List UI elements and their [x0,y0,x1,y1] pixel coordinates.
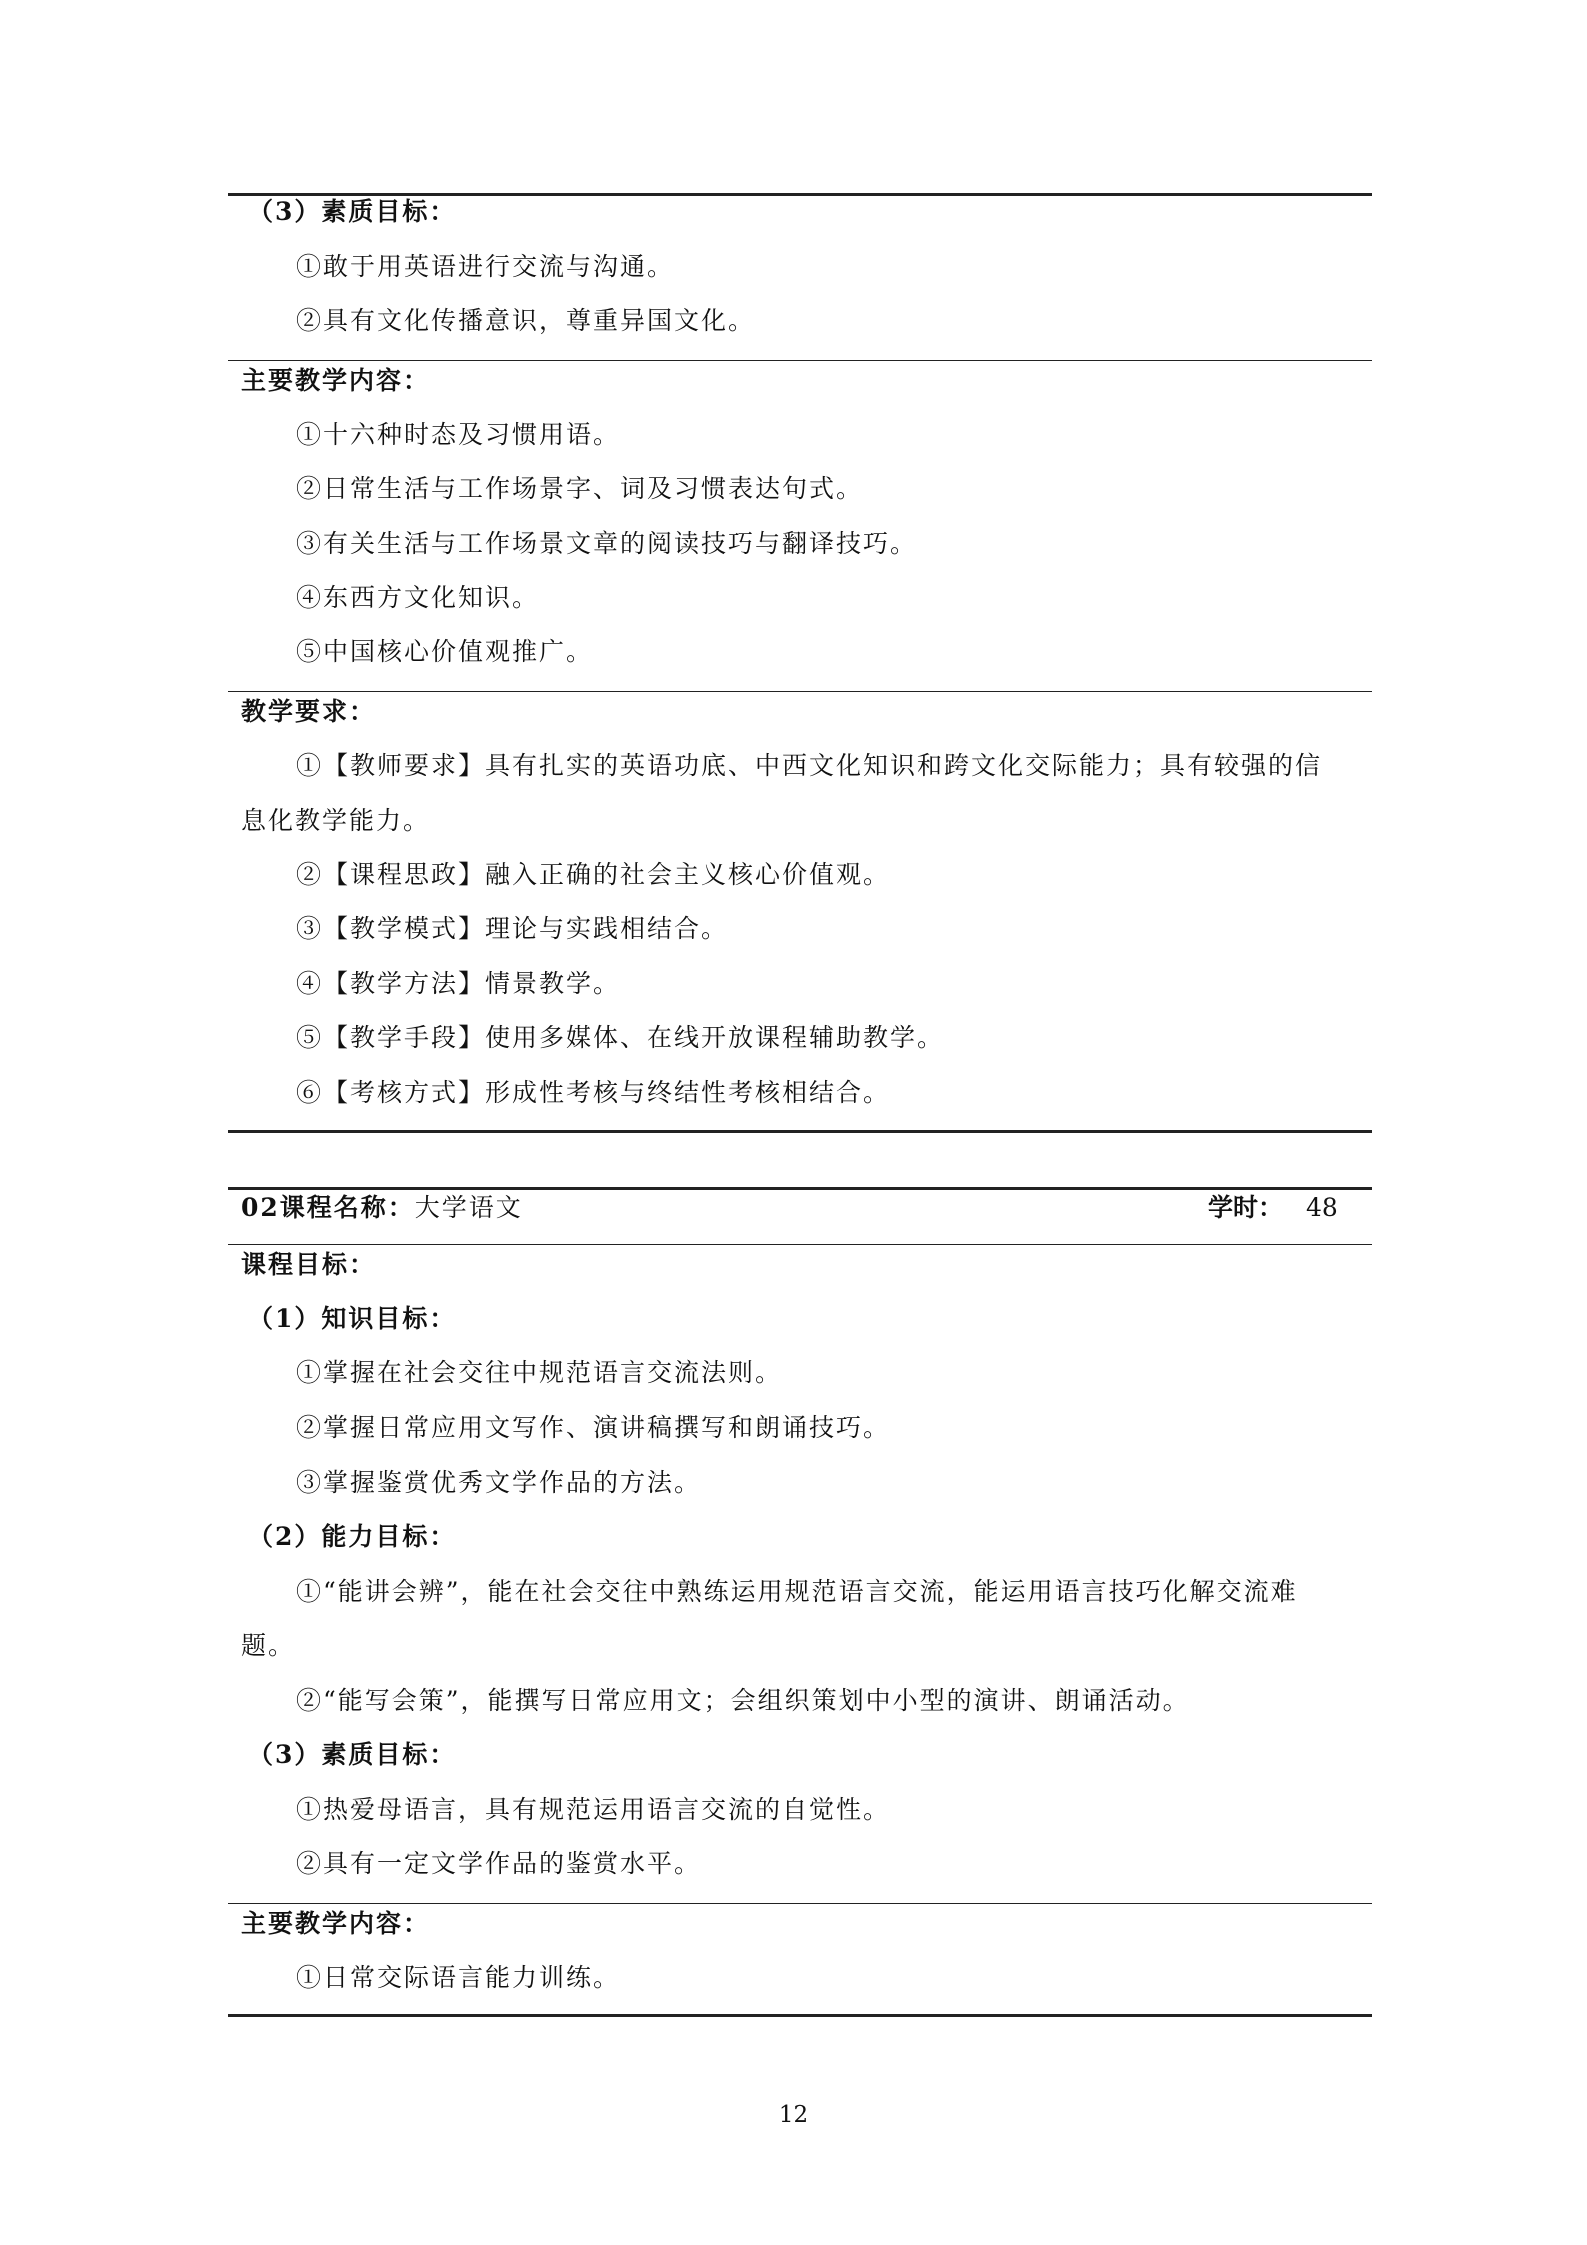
requirement-item: ⑤【教学手段】使用多媒体、在线开放课程辅助教学。 [296,1023,945,1052]
table-top-rule [228,193,1372,196]
requirement-item-continued: 息化教学能力。 [241,806,431,835]
teaching-content-item: ①日常交际语言能力训练。 [296,1963,621,1992]
knowledge-goal-item: ③掌握鉴赏优秀文学作品的方法。 [296,1468,702,1497]
teaching-content-heading: 主要教学内容： [241,1909,431,1938]
table-bottom-rule [228,1130,1372,1133]
requirement-item: ③【教学模式】理论与实践相结合。 [296,914,729,943]
section-divider [228,1903,1372,1904]
requirement-item: ④【教学方法】情景教学。 [296,969,621,998]
teaching-content-item: ④东西方文化知识。 [296,583,540,612]
teaching-content-item: ①十六种时态及习惯用语。 [296,420,621,449]
quality-goal-item: ①热爱母语言，具有规范运用语言交流的自觉性。 [296,1795,891,1824]
ability-goal-item: ②“能写会策”，能撰写日常应用文；会组织策划中小型的演讲、朗诵活动。 [296,1686,1190,1715]
ability-goal-item-continued: 题。 [241,1631,296,1660]
course-name-label: 02课程名称： [241,1193,415,1222]
hours-label: 学时： [1208,1193,1284,1222]
teaching-content-item: ③有关生活与工作场景文章的阅读技巧与翻译技巧。 [296,529,918,558]
section-divider [228,1244,1372,1245]
teaching-content-heading: 主要教学内容： [241,366,431,395]
quality-goal-item: ①敢于用英语进行交流与沟通。 [296,252,675,281]
table-bottom-rule [228,2014,1372,2017]
requirement-item: ①【教师要求】具有扎实的英语功底、中西文化知识和跨文化交际能力；具有较强的信 [296,751,1323,780]
section-divider [228,691,1372,692]
ability-goal-heading: （2）能力目标： [248,1522,457,1551]
knowledge-goal-heading: （1）知识目标： [248,1304,457,1333]
hours-value: 48 [1306,1193,1338,1222]
course-name: 大学语文 [414,1193,523,1222]
table-top-rule [228,1187,1372,1190]
teaching-content-item: ⑤中国核心价值观推广。 [296,637,594,666]
quality-goal-heading: （3）素质目标： [248,197,457,226]
course-goals-heading: 课程目标： [241,1250,377,1279]
quality-goal-heading: （3）素质目标： [248,1740,457,1769]
teaching-requirements-heading: 教学要求： [241,697,377,726]
ability-goal-item: ①“能讲会辨”，能在社会交往中熟练运用规范语言交流，能运用语言技巧化解交流难 [296,1577,1298,1606]
teaching-content-item: ②日常生活与工作场景字、词及习惯表达句式。 [296,474,864,503]
section-divider [228,360,1372,361]
knowledge-goal-item: ②掌握日常应用文写作、演讲稿撰写和朗诵技巧。 [296,1413,891,1442]
page-number: 12 [778,2102,809,2128]
requirement-item: ⑥【考核方式】形成性考核与终结性考核相结合。 [296,1078,891,1107]
quality-goal-item: ②具有一定文学作品的鉴赏水平。 [296,1849,702,1878]
quality-goal-item: ②具有文化传播意识，尊重异国文化。 [296,306,756,335]
knowledge-goal-item: ①掌握在社会交往中规范语言交流法则。 [296,1358,783,1387]
course-title-row [241,1193,523,1223]
requirement-item: ②【课程思政】融入正确的社会主义核心价值观。 [296,860,891,889]
